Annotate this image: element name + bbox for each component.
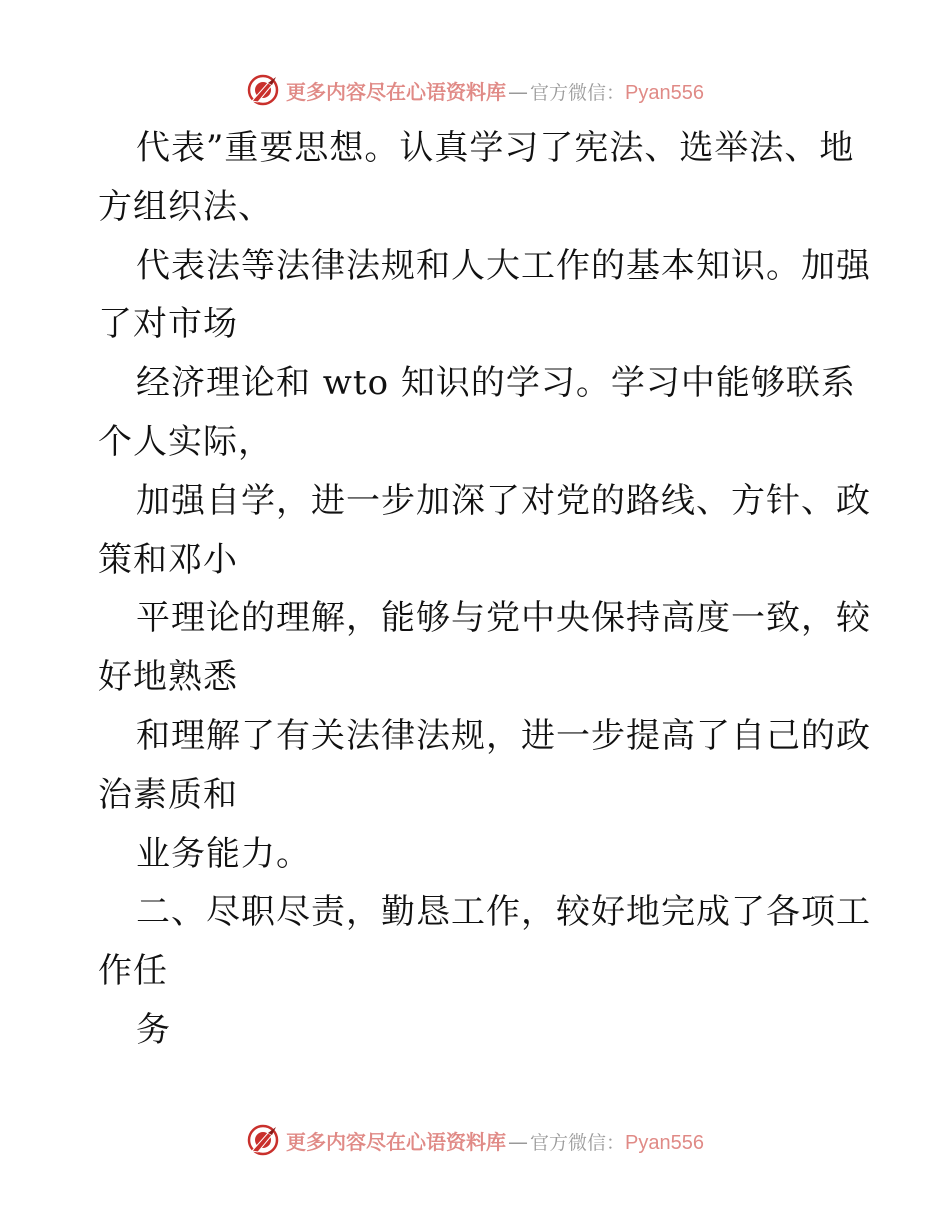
body-line: 和理解了有关法律法规，进一步提高了自己的政 xyxy=(136,715,871,756)
body-line: 经济理论和 wto 知识的学习。学习中能够联系 xyxy=(136,363,856,404)
header-banner xyxy=(0,70,950,110)
banner-wechat-label: 官方微信： xyxy=(530,1131,626,1154)
body-line: 代表”重要思想。认真学习了宪法、选举法、地 xyxy=(136,128,855,168)
body-line: 好地熟悉 xyxy=(98,657,238,698)
body-line: 业务能力。 xyxy=(136,833,311,874)
body-line: 平理论的理解，能够与党中央保持高度一致，较 xyxy=(136,598,871,639)
banner-main-text: 更多内容尽在心语资料库 xyxy=(286,79,506,104)
banner-text xyxy=(286,1126,704,1155)
body-line: 治素质和 xyxy=(98,774,238,815)
body-line: 个人实际， xyxy=(98,421,273,462)
body-line: 策和邓小 xyxy=(98,539,238,580)
footer-banner xyxy=(0,1120,950,1160)
banner-dash: — xyxy=(508,1129,528,1154)
banner-wechat-id: Pyan556 xyxy=(625,1131,704,1154)
body-line: 了对市场 xyxy=(98,304,238,345)
body-line: 二、尽职尽责，勤恳工作，较好地完成了各项工 xyxy=(136,892,871,933)
pen-nib-circle-icon xyxy=(246,73,280,107)
banner-dash: — xyxy=(508,79,528,104)
banner-main-text: 更多内容尽在心语资料库 xyxy=(286,1129,506,1154)
banner-wechat-id: Pyan556 xyxy=(625,81,704,104)
body-line: 作任 xyxy=(98,951,168,992)
body-line: 方组织法、 xyxy=(98,186,273,227)
body-line: 加强自学，进一步加深了对党的路线、方针、政 xyxy=(136,480,871,521)
document-body xyxy=(98,119,871,1060)
banner-text xyxy=(286,76,704,105)
banner-wechat-label: 官方微信： xyxy=(530,81,626,104)
pen-nib-circle-icon xyxy=(246,1123,280,1157)
body-line: 代表法等法律法规和人大工作的基本知识。加强 xyxy=(136,245,871,286)
body-line: 务 xyxy=(136,1009,171,1050)
